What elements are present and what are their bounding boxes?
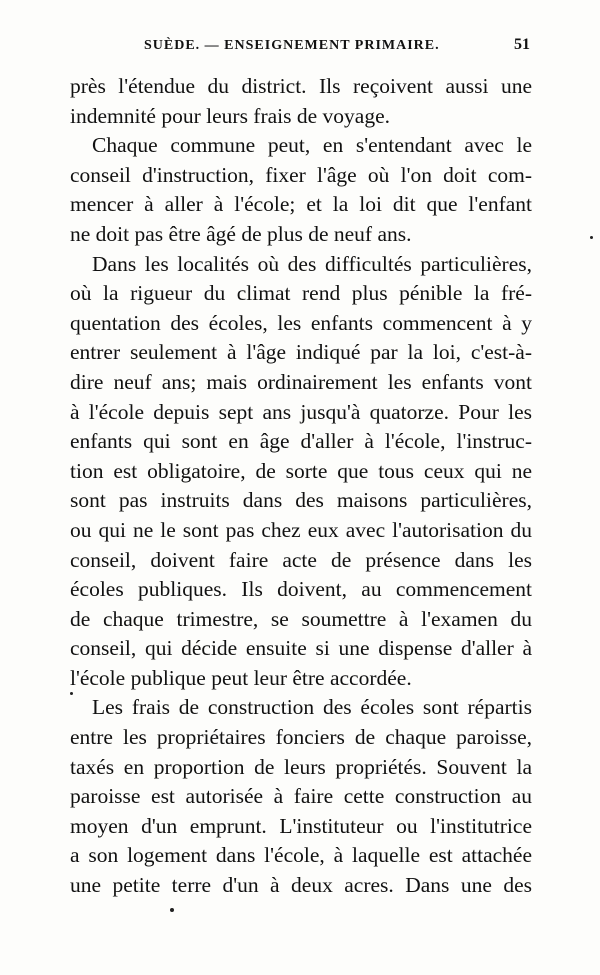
- text-line: conseil, qui décide ensuite si une dispense d'aller à: [70, 636, 532, 661]
- ink-speck: [590, 236, 593, 239]
- text-line: taxés en proportion de leurs propriétés. Souvent la: [70, 754, 532, 779]
- text-line: sont pas instruits dans des maisons particulières,: [70, 488, 532, 513]
- text-line: entrer seulement à l'âge indiqué par la loi, c'est-à-: [70, 340, 532, 365]
- running-head: [72, 38, 530, 60]
- text-line: ne doit pas être âgé de plus de neuf ans.: [70, 221, 412, 246]
- text-line: Les frais de construction des écoles sont répartis: [92, 695, 532, 720]
- text-line: quentation des écoles, les enfants commencent à y: [70, 310, 532, 335]
- ink-speck: [70, 692, 73, 695]
- text-line: mencer à aller à l'école; et la loi dit que l'enfant: [70, 192, 532, 217]
- text-line: Dans les localités où des difficultés particulières,: [92, 251, 532, 276]
- text-line: paroisse est autorisée à faire cette construction au: [70, 784, 532, 809]
- text-line: de chaque trimestre, se soumettre à l'examen du: [70, 606, 532, 631]
- text-line: a son logement dans l'école, à laquelle est attachée: [70, 843, 532, 868]
- running-head-title: SUÈDE. — ENSEIGNEMENT PRIMAIRE.: [144, 38, 440, 53]
- page-number: 51: [514, 36, 530, 53]
- body-text: [70, 72, 532, 901]
- text-line: où la rigueur du climat rend plus pénible la fré-: [70, 281, 532, 306]
- text-line: conseil d'instruction, fixer l'âge où l'on doit com-: [70, 162, 532, 187]
- text-line: moyen d'un emprunt. L'instituteur ou l'institutrice: [70, 813, 532, 838]
- text-line: près l'étendue du district. Ils reçoivent aussi une: [70, 74, 532, 98]
- text-line: dire neuf ans; mais ordinairement les enfants vont: [70, 369, 532, 394]
- ink-speck: [170, 908, 174, 912]
- text-line: Chaque commune peut, en s'entendant avec le: [92, 133, 532, 158]
- text-line: une petite terre d'un à deux acres. Dans une des: [70, 873, 532, 898]
- text-line: entre les propriétaires fonciers de chaque paroisse,: [70, 725, 532, 750]
- text-line: conseil, doivent faire acte de présence dans les: [70, 547, 532, 572]
- text-line: indemnité pour leurs frais de voyage.: [70, 103, 391, 128]
- text-line: l'école publique peut leur être accordée.: [70, 665, 412, 690]
- text-line: écoles publiques. Ils doivent, au commencement: [70, 577, 532, 602]
- text-line: à l'école depuis sept ans jusqu'à quatorze. Pour les: [70, 399, 532, 424]
- text-line: ou qui ne le sont pas chez eux avec l'autorisation du: [70, 517, 532, 542]
- text-line: tion est obligatoire, de sorte que tous ceux qui ne: [70, 458, 532, 483]
- text-line: enfants qui sont en âge d'aller à l'école, l'instruc-: [70, 429, 532, 454]
